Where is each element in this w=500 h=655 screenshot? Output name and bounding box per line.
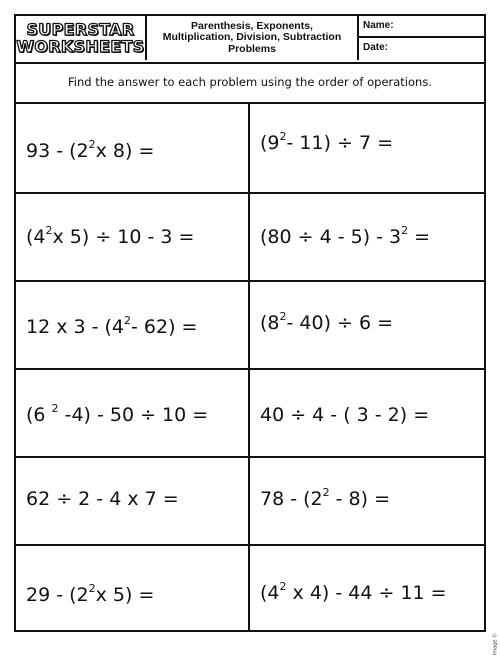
problem-expression: (6 $^2$ -4) - 50 ÷ 10 = (26, 402, 209, 426)
problem-cell[interactable] (16, 194, 248, 280)
title-line-1: Parenthesis, Exponents, (191, 19, 313, 32)
instructions: Find the answer to each problem using the order of operations. (16, 62, 484, 104)
problem-grid (16, 104, 484, 630)
image-credit: Image © (492, 633, 498, 655)
problem-expression: $29 - (2^2x$ 5) = (26, 582, 155, 606)
row-divider (16, 192, 484, 194)
problem-expression: ($4^2x$ 5) ÷ 10 - 3 = (26, 224, 195, 248)
problem-cell[interactable] (250, 194, 484, 280)
problem-expression: 40 ÷ 4 - ( 3 - 2) = (260, 404, 430, 426)
problem-expression: 62 ÷ 2 - 4 x 7 = (26, 488, 179, 510)
problem-cell[interactable] (16, 458, 248, 544)
worksheet (14, 14, 486, 632)
column-divider (248, 104, 250, 630)
problem-expression: $(80 \div 4 - 5) - 3^2$ = (260, 224, 431, 248)
logo-line-1: SUPERSTAR (26, 20, 135, 39)
problem-cell[interactable] (16, 282, 248, 368)
worksheet-header (16, 16, 484, 64)
student-info (359, 16, 484, 60)
problem-expression: ($9^2-$ 11) ÷ 7 = (260, 130, 394, 154)
problem-expression: ($4^2$ x 4) - 44 ÷ 11 = (260, 580, 447, 604)
date-field[interactable]: Date: (363, 42, 389, 53)
problem-cell[interactable] (16, 104, 248, 192)
problem-expression: $78 - (2^2 - 8)$ = (260, 486, 391, 510)
row-divider (16, 280, 484, 282)
problem-cell[interactable] (16, 546, 248, 630)
title-line-2: Multiplication, Division, Subtraction (162, 31, 342, 44)
problem-expression: ($8^2-$ 40) ÷ 6 = (260, 310, 394, 334)
worksheet-title (147, 16, 359, 60)
problem-cell[interactable] (250, 546, 484, 630)
problem-cell[interactable] (16, 370, 248, 456)
problem-cell[interactable] (250, 104, 484, 192)
problem-expression: $93 - (2^2x$ 8) = (26, 138, 155, 162)
name-field[interactable]: Name: (359, 16, 484, 38)
row-divider (16, 368, 484, 370)
superstar-worksheets-logo (16, 16, 147, 60)
problem-cell[interactable] (250, 282, 484, 368)
title-line-3: Problems (228, 42, 276, 55)
problem-cell[interactable] (250, 370, 484, 456)
problem-expression: 12 x $3 - (4^2-$ 62) = (26, 314, 198, 338)
row-divider (16, 456, 484, 458)
logo-line-2: WORKSHEETS (16, 37, 145, 56)
problem-cell[interactable] (250, 458, 484, 544)
row-divider (16, 544, 484, 546)
